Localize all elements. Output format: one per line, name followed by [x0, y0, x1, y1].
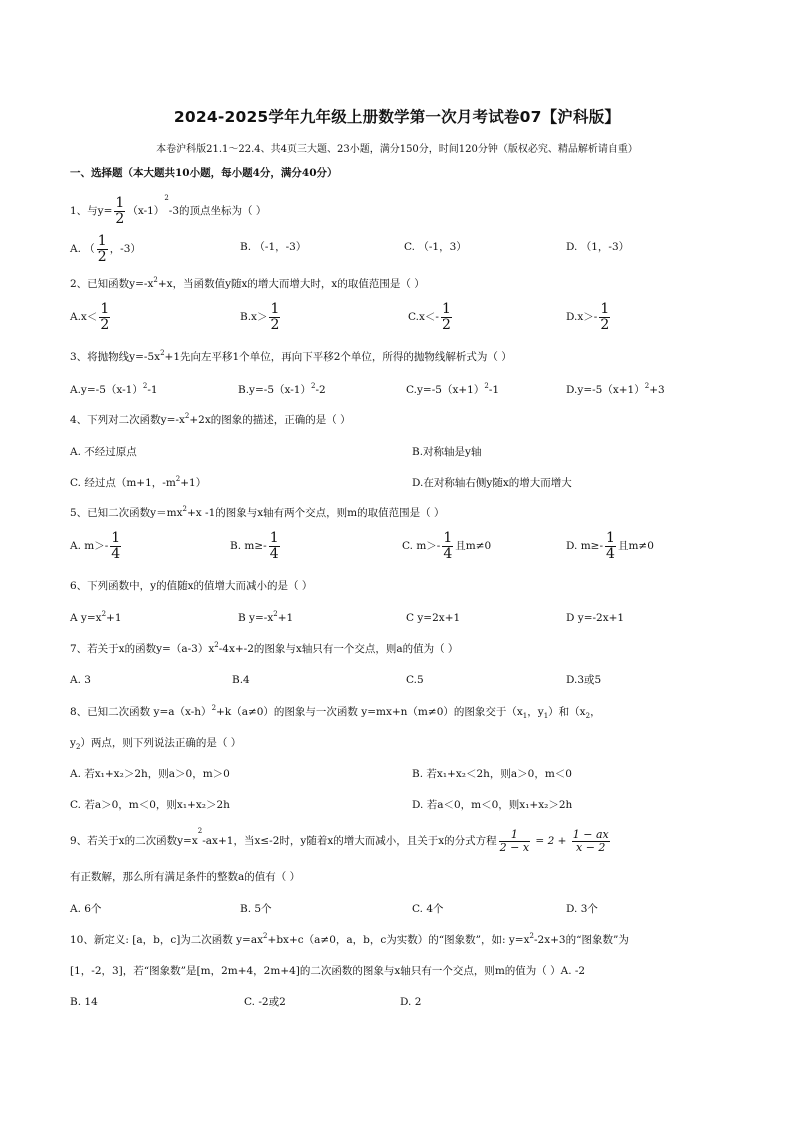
- q7-option-c[interactable]: C.5: [406, 674, 424, 686]
- fraction: $\frac{1 - ax}{x - 2}$: [572, 828, 609, 854]
- q1-option-b[interactable]: B. （-1，-3）: [240, 241, 307, 253]
- q9-option-b[interactable]: B. 5个: [240, 903, 272, 915]
- q2-option-d[interactable]: D.x＞- $\frac{1}{2}$: [566, 301, 610, 333]
- q6-option-d[interactable]: D y=-2x+1: [566, 612, 625, 624]
- q1-option-d[interactable]: D. （1，-3）: [566, 241, 630, 253]
- q3-option-c[interactable]: $C.y=-5(x+1)^2-1$: [406, 382, 500, 396]
- q4-option-c[interactable]: C. 经过点（m+1，$-m^2+1$）: [70, 475, 207, 489]
- q6-option-a[interactable]: A $y=x^2+1$: [70, 610, 122, 624]
- question-9: 9、若关于x的二次函数$y=x^2-ax+1$，当x≤-2时，y随着x的增大而减小，且关于x的分式方程 $\frac{1}{2 - x}$ = 2 + $\frac{1 - ax}{x - 2}$: [70, 827, 609, 854]
- q4-option-a[interactable]: A. 不经过原点: [70, 446, 137, 458]
- q5-option-c[interactable]: C. m＞- $\frac{1}{4}$ 且m≠0: [402, 530, 492, 562]
- q9-option-d[interactable]: D. 3个: [566, 903, 598, 915]
- question-9-cont: 有正数解，那么所有满足条件的整数a的值有（ ）: [70, 871, 301, 883]
- q10-option-d[interactable]: D. 2: [400, 996, 422, 1008]
- q9-option-a[interactable]: A. 6个: [70, 903, 102, 915]
- q10-option-b[interactable]: B. 14: [70, 996, 98, 1008]
- q3-option-b[interactable]: $B.y=-5(x-1)^2-2$: [238, 382, 326, 396]
- question-10-cont: [1，-2，3]，若“图象数”是[m，2m+4，2m+4]的二次函数的图象与x轴只有一个交点，则m的值为（ ）A. -2: [70, 965, 586, 977]
- question-4: 4、下列对二次函数$y=-x^2+2x$的图象的描述，正确的是（ ）: [70, 412, 351, 426]
- q5-option-a[interactable]: A. m＞- $\frac{1}{4}$: [70, 530, 121, 562]
- q8-option-d[interactable]: D. 若a＜0，m＜0，则x₁+x₂＞2h: [412, 799, 573, 811]
- q8-option-a[interactable]: A. 若x₁+x₂＞2h，则a＞0，m＞0: [70, 768, 230, 780]
- q7-option-a[interactable]: A. 3: [70, 674, 91, 686]
- question-6: 6、下列函数中，y的值随x的值增大而减小的是（ ）: [70, 580, 313, 592]
- fraction: $\frac{1}{2}$: [115, 195, 125, 227]
- fraction: $\frac{1}{2 - x}$: [499, 828, 530, 854]
- q4-option-b[interactable]: B.对称轴是y轴: [412, 446, 482, 458]
- q2-option-a[interactable]: A.x＜ $\frac{1}{2}$: [70, 301, 110, 333]
- question-8: 8、已知二次函数 $y=a(x-h)^2+k(a\ne 0)$的图象与一次函数 y=mx+n（m≠0）的图象交于（$x_1$，$y_1$）和（$x_2$，: [70, 704, 601, 721]
- q8-option-b[interactable]: B. 若x₁+x₂＜2h，则a＞0，m＜0: [412, 768, 572, 780]
- q10-option-c[interactable]: C. -2或2: [244, 996, 286, 1008]
- q3-option-d[interactable]: $D.y=-5(x+1)^2+3$: [566, 382, 665, 396]
- page-subtitle: 本卷沪科版21.1～22.4、共4页三大题、23小题，满分150分，时间120分钟（版权必究、精品解析请自重）: [156, 144, 638, 155]
- q6-option-c[interactable]: C y=2x+1: [406, 612, 461, 624]
- q8-option-c[interactable]: C. 若a＞0，m＜0，则x₁+x₂＞2h: [70, 799, 230, 811]
- question-2: 2、已知函数$y=-x^2+x$，当函数值y随x的增大而增大时，x的取值范围是（ ）: [70, 276, 425, 290]
- question-8-cont: $y_2$）两点，则下列说法正确的是（ ）: [70, 737, 242, 752]
- question-1: 1、与y= $\frac{1}{2}$ $(x-1)^2-3$的顶点坐标为（ ）: [70, 194, 267, 227]
- q1-option-a[interactable]: A. （ $\frac{1}{2}$ ，-3）: [70, 233, 141, 265]
- page-title: 2024-2025学年九年级上册数学第一次月考试卷07【沪科版】: [173, 108, 621, 126]
- q1-option-c[interactable]: C. （-1，3）: [404, 241, 467, 253]
- fraction: $\frac{1}{2}$: [97, 233, 107, 265]
- q7-option-b[interactable]: B.4: [232, 674, 250, 686]
- q7-option-d[interactable]: D.3或5: [566, 674, 602, 686]
- question-7: 7、若关于x的函数$y=(a-3)x^2-4x+-2$的图象与x轴只有一个交点，则a的值为（ ）: [70, 641, 459, 655]
- q2-option-b[interactable]: B.x＞ $\frac{1}{2}$: [240, 301, 280, 333]
- q4-option-d[interactable]: D.在对称轴右侧y随x的增大而增大: [412, 477, 572, 489]
- q5-option-b[interactable]: B. m≥- $\frac{1}{4}$: [230, 530, 279, 562]
- q6-option-b[interactable]: B $y=-x^2+1$: [238, 610, 294, 624]
- q2-option-c[interactable]: C.x＜- $\frac{1}{2}$: [408, 301, 451, 333]
- q3-option-a[interactable]: $A.y=-5(x-1)^2-1$: [70, 382, 158, 396]
- section-heading: 一、选择题（本大题共10小题，每小题4分，满分40分）: [70, 167, 338, 179]
- q5-option-d[interactable]: D. m≥- $\frac{1}{4}$ 且m≠0: [566, 530, 654, 562]
- question-5: 5、已知二次函数$y=mx^2+x$ -1的图象与x轴有两个交点，则m的取值范围是（ ）: [70, 505, 445, 519]
- question-10: 10、新定义: [a，b，c]为二次函数 $y=ax^2+bx+c(a\ne 0$，a，b，c为实数）的“图象数”，如: $y=x^2-2x+3$的“图象数”为: [70, 932, 629, 946]
- q9-option-c[interactable]: C. 4个: [412, 903, 444, 915]
- question-3: 3、将抛物线$y=-5x^2+1$先向左平移1个单位，再向下平移2个单位，所得的抛物线解析式为（ ）: [70, 349, 512, 363]
